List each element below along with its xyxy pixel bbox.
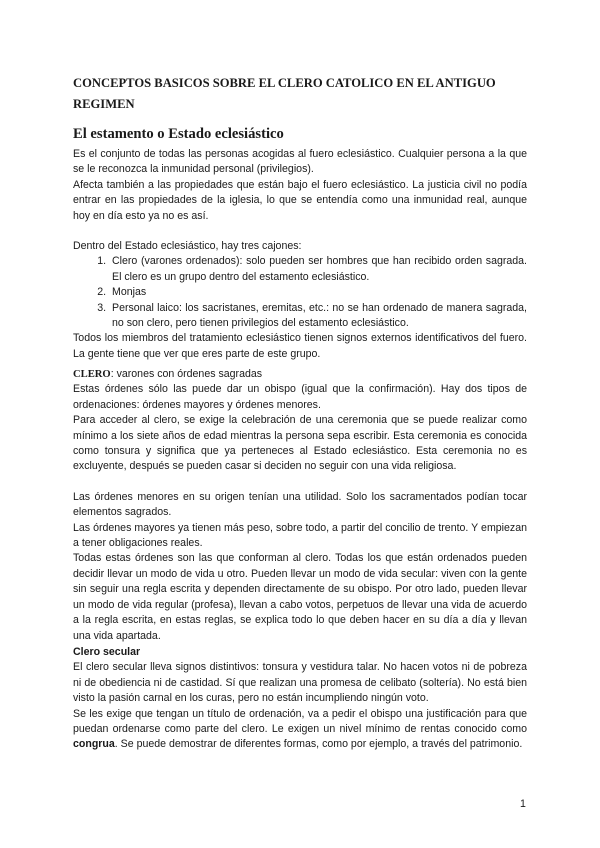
list-item: 1. Clero (varones ordenados): solo pueden ser hombres que han recibido orden sagrada. El clero es un grupo dentro del estamento eclesiástico. xyxy=(109,254,527,285)
paragraph: Todas estas órdenes son las que conforman al clero. Todas los que están ordenados pueden decidir llevar un modo de vida u otro. Pueden llevar un modo de vida secular: viven con la gente sin seguir una regla escrita y dependen directamente de su obispo. Por otro lado, pueden llevar un modo de vida regular (profesa), llevan a cabo votos, perpetuos de llevar una vida de acuerdo a la regla escrita, en estas reglas, se explica todo lo que deben hacer en su día a día y llevan una vida apartada. xyxy=(73,552,527,642)
page-number: 1 xyxy=(520,798,526,810)
paragraph: Dentro del Estado eclesiástico, hay tres cajones: xyxy=(73,240,302,253)
congrua-term: congrua xyxy=(73,738,115,751)
paragraph: Estas órdenes sólo las puede dar un obispo (igual que la confirmación). Hay dos tipos de ordenaciones: órdenes mayores y órdenes menores. xyxy=(73,383,527,411)
section-clero-secular-body xyxy=(73,645,527,753)
section-clero-body xyxy=(73,367,527,644)
paragraph: El clero secular lleva signos distintivos: tonsura y vestidura talar. No hacen votos ni de pobreza ni de obediencia ni de castidad. Sí que realizan una promesa de celibato (soltería). No está bien visto la pasión carnal en los curas, pero no están incumpliendo ningún voto. xyxy=(73,661,527,705)
section-estamento-body xyxy=(73,147,527,362)
clero-heading-rest: : varones con órdenes sagradas xyxy=(110,368,263,380)
list-item: 3. Personal laico: los sacristanes, eremitas, etc.: no se han ordenado de manera sagrada, no son clero, pero tienen privilegios del estamento eclesiástico. xyxy=(109,301,527,332)
ordered-list xyxy=(73,254,527,331)
paragraph: Es el conjunto de todas las personas acogidas al fuero eclesiástico. Cualquier persona a la que se le reconozca la inmunidad personal (privilegios). xyxy=(73,148,527,176)
paragraph: Para acceder al clero, se exige la celebración de una ceremonia que se puede realizar como mínimo a los siete años de edad mientras la persona sepa escribir. Esta ceremonia es conocida como tonsura y significa que ya perteneces al Estado eclesiástico. Esta ceremonia no es excluyente, después se pueden casar si deciden no seguir con una vida religiosa. xyxy=(73,414,527,473)
list-item: 2. Monjas xyxy=(109,285,527,300)
paragraph-text: . Se puede demostrar de diferentes formas, como por ejemplo, a través del patrimonio. xyxy=(114,738,523,751)
section-heading-clero xyxy=(73,367,527,382)
section-heading-clero-secular: Clero secular xyxy=(73,646,141,658)
paragraph xyxy=(73,707,527,753)
paragraph: Todos los miembros del tratamiento eclesiástico tienen signos externos identificativos del fuero. La gente tiene que ver que eres parte de este grupo. xyxy=(73,332,527,360)
paragraph: Las órdenes mayores ya tienen más peso, sobre todo, a partir del concilio de trento. Y empiezan a tener obligaciones reales. xyxy=(73,521,527,550)
paragraph-text: Se les exige que tengan un título de ordenación, va a pedir el obispo una justificación para que puedan ordenarse como parte del clero. Le exigen un nivel mínimo de rentas conocido como xyxy=(73,707,527,736)
document-title: CONCEPTOS BASICOS SOBRE EL CLERO CATOLICO EN EL ANTIGUO REGIMEN xyxy=(73,76,496,111)
paragraph: Las órdenes menores en su origen tenían una utilidad. Solo los sacramentados podían tocar elementos sagrados. xyxy=(73,490,527,519)
paragraph: Afecta también a las propiedades que están bajo el fuero eclesiástico. La justicia civil no podía entrar en las propiedades de la iglesia, lo que se entendía como una inmunidad real, aunque hoy en día esto ya no es así. xyxy=(73,178,527,222)
clero-heading-bold: CLERO xyxy=(73,369,111,380)
section-heading-estamento: El estamento o Estado eclesiástico xyxy=(73,126,284,142)
